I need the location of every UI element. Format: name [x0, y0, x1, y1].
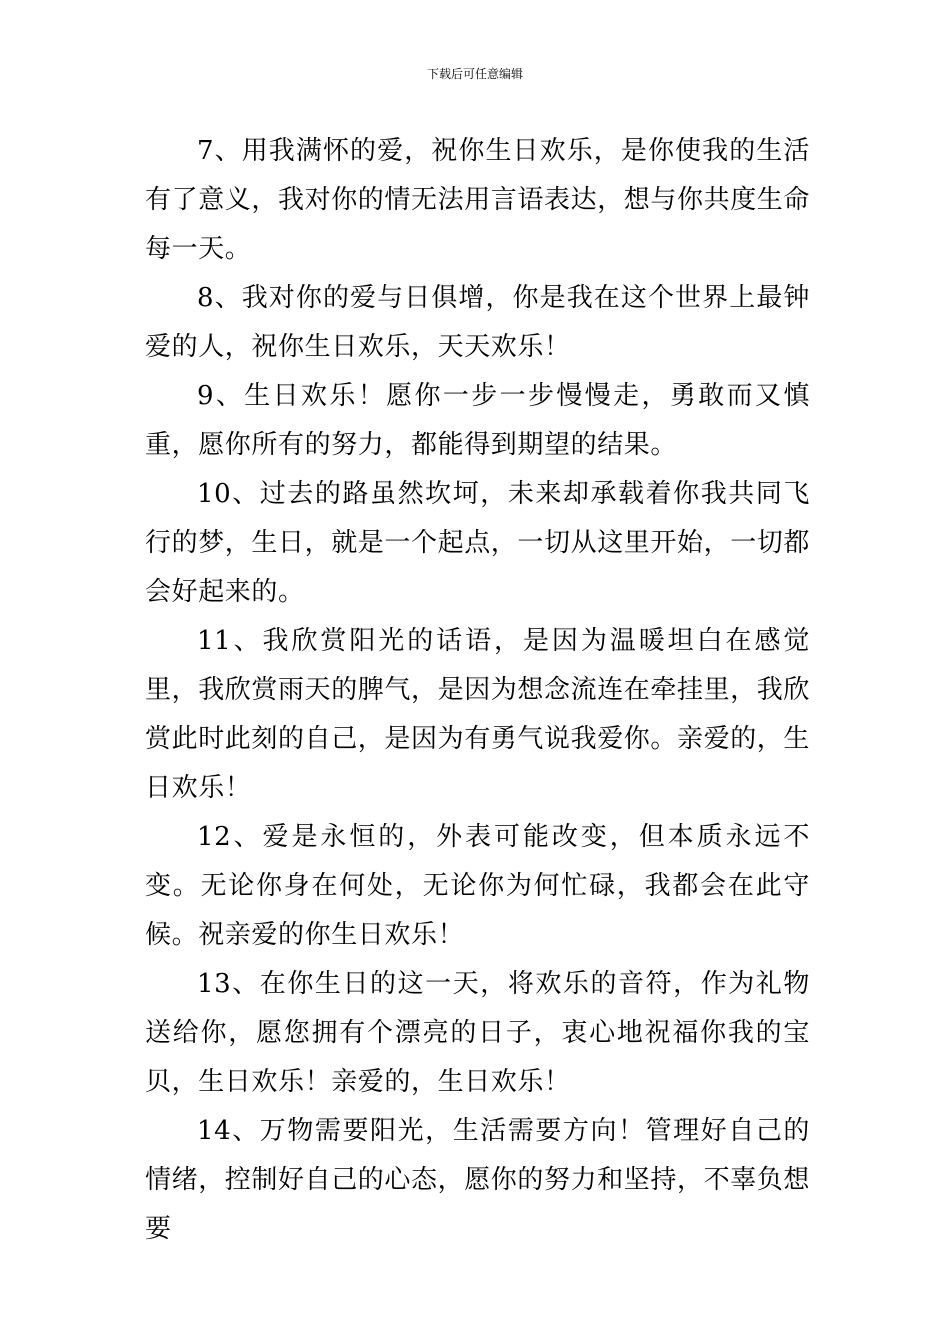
paragraph-13: 13、在你生日的这一天，将欢乐的音符，作为礼物送给你，愿您拥有个漂亮的日子，衷心地祝福你我的宝贝，生日欢乐！亲爱的，生日欢乐！: [145, 969, 810, 1097]
paragraph-8: 8、我对你的爱与日俱增，你是我在这个世界上最钟爱的人，祝你生日欢乐，天天欢乐！: [145, 283, 810, 362]
paragraph-11: 11、我欣赏阳光的话语，是因为温暖坦白在感觉里，我欣赏雨天的脾气，是因为想念流连在牵挂里，我欣赏此时此刻的自己，是因为有勇气说我爱你。亲爱的，生日欢乐！: [145, 626, 811, 803]
paragraph-9: 9、生日欢乐！愿你一步一步慢慢走，勇敢而又慎重，愿你所有的努力，都能得到期望的结果。: [145, 381, 810, 460]
document-body: [145, 127, 810, 1254]
paragraph-7: 7、用我满怀的爱，祝你生日欢乐，是你使我的生活有了意义，我对你的情无法用言语表达，想与你共度生命每一天。: [145, 136, 811, 264]
paragraph-10: 10、过去的路虽然坎坷，未来却承载着你我共同飞行的梦，生日，就是一个起点，一切从这里开始，一切都会好起来的。: [145, 479, 811, 607]
page-header-note: 下载后可任意编辑: [426, 67, 523, 81]
paragraph-14: 14、万物需要阳光，生活需要方向！管理好自己的情绪，控制好自己的心态，愿你的努力和坚持，不辜负想要: [145, 1116, 811, 1244]
paragraph-12: 12、爱是永恒的，外表可能改变，但本质永远不变。无论你身在何处，无论你为何忙碌，我都会在此守候。祝亲爱的你生日欢乐！: [145, 822, 810, 950]
